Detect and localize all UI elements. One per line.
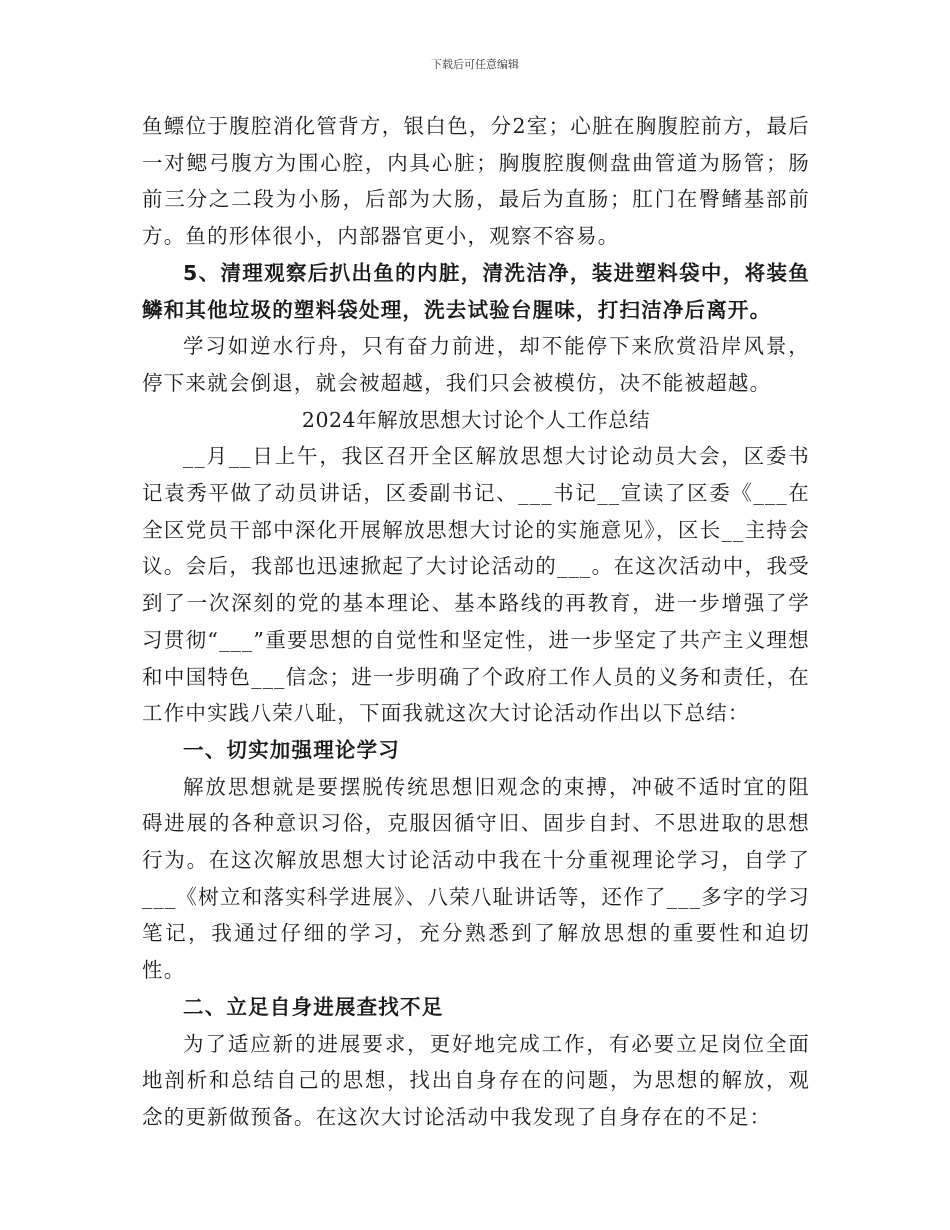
heading-find-shortcomings: 二、立足自身进展查找不足 bbox=[183, 994, 444, 1019]
document-body bbox=[142, 108, 810, 1136]
heading-theory-study: 一、切实加强理论学习 bbox=[183, 737, 400, 762]
paragraph-study-quote: 学习如逆水行舟，只有奋力前进，却不能停下来欣赏沿岸风景，停下来就会倒退，就会被超越，我们只会被模仿，决不能被超越。 bbox=[142, 334, 810, 395]
paragraph-theory-study: 解放思想就是要摆脱传统思想旧观念的束搏，冲破不适时宜的阻碍进展的各种意识习俗，克服因循守旧、固步自封、不思进取的思想行为。在这次解放思想大讨论活动中我在十分重视理论学习，自学了___《树立和落实科学进展》、八荣八耻讲话等，还作了___多字的学习笔记，我通过仔细的学习，充分熟悉到了解放思想的重要性和迫切性。 bbox=[142, 774, 810, 983]
paragraph-meeting-summary: __月__日上午，我区召开全区解放思想大讨论动员大会，区委书记袁秀平做了动员讲话，区委副书记、___书记__宣读了区委《___在全区党员干部中深化开展解放思想大讨论的实施意见》，区长__主持会议。会后，我部也迅速掀起了大讨论活动的___。在这次活动中，我受到了一次深刻的党的基本理论、基本路线的再教育，进一步增强了学习贯彻“___”重要思想的自觉性和坚定性，进一步坚定了共产主义理想和中国特色___信念；进一步明确了个政府工作人员的义务和责任，在工作中实践八荣八耻，下面我就这次大讨论活动作出以下总结： bbox=[142, 444, 810, 726]
paragraph-cleanup-step: 5、清理观察后扒出鱼的内脏，清洗洁净，装进塑料袋中，将装鱼鳞和其他垃圾的塑料袋处理，洗去试验台腥味，打扫洁净后离开。 bbox=[142, 260, 810, 322]
page-header: 下载后可任意编辑 bbox=[431, 58, 519, 71]
paragraph-shortcomings: 为了适应新的进展要求，更好地完成工作，有必要立足岗位全面地剖析和总结自己的思想，找出自身存在的问题，为思想的解放，观念的更新做预备。在这次大讨论活动中我发现了自身存在的不足： bbox=[142, 1031, 810, 1129]
section-title: 2024年解放思想大讨论个人工作总结 bbox=[301, 407, 651, 432]
paragraph-fish-anatomy: 鱼鳔位于腹腔消化管背方，银白色，分2室；心脏在胸腹腔前方，最后一对鳃弓腹方为围心腔，内具心脏；胸腹腔腹侧盘曲管道为肠管；肠前三分之二段为小肠，后部为大肠，最后为直肠；肛门在臀鳍基部前方。鱼的形体很小，内部器官更小，观察不容易。 bbox=[142, 114, 810, 249]
